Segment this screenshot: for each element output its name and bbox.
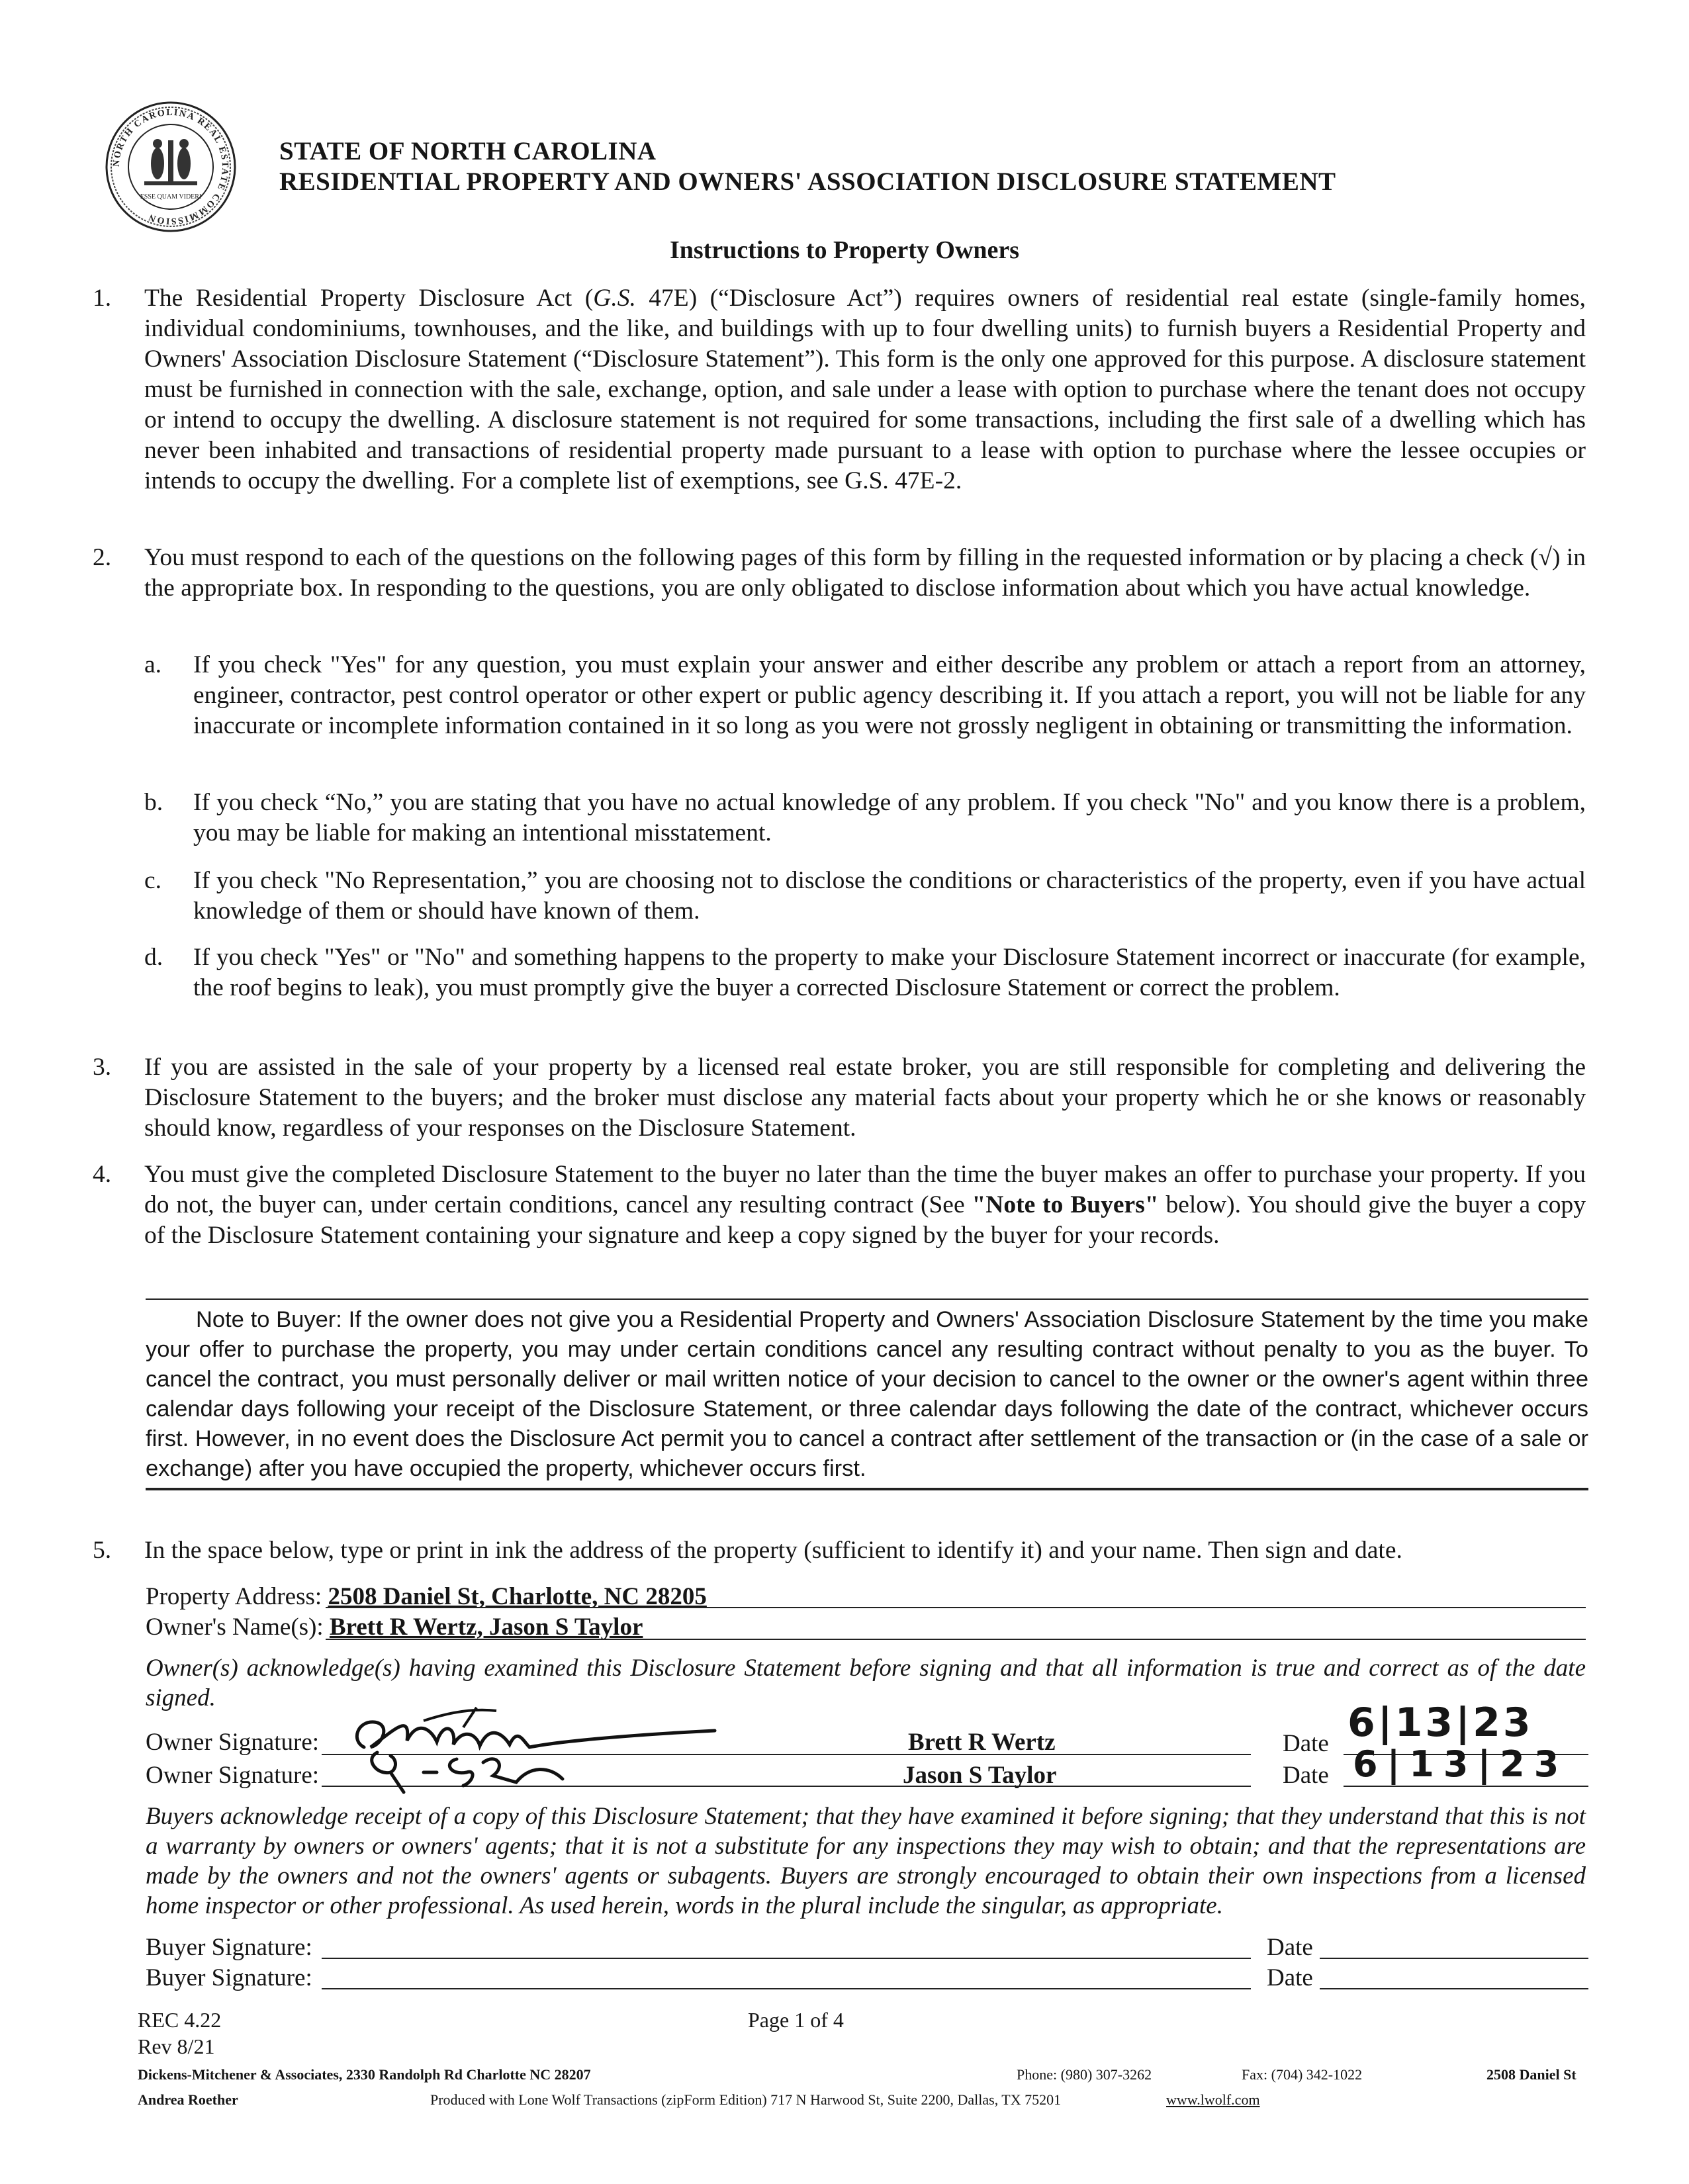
form-revision: Rev 8/21 [138,2034,215,2058]
item-2c-letter: c. [144,867,162,894]
item-1-part-b: 47E) (“Disclosure Act”) requires owners of residential real estate (single-family homes, individual condominiums, townhouses, and the like, and buildings with up to four dwelling units) to furnish buyers a Residential Property and Owners' Association Disclosure Statement (“Disclosure Statement”). This form is the only one approved for this purpose. A disclosure statement must be furnished in connection with the sale, exchange, option, and sale under a lease with option to purchase where the tenant does not occupy or intend to occupy the dwelling. A disclosure statement is not required for some transactions, including the first sale of a dwelling which has never been inhabited and transactions of residential property made pursuant to a lease with option to purchase where the lessee occupies or intends to occupy the dwelling. For a complete list of exemptions, see G.S. 47E-2. [144,285,1586,494]
item-5-number: 5. [93,1537,112,1564]
website-link[interactable]: www.lwolf.com [1166,2091,1260,2108]
buyer-2-date-label: Date [1267,1964,1313,1991]
owners-name-label: Owner's Name(s): [146,1614,324,1641]
seal-motto: ESSE QUAM VIDERI [140,193,202,201]
owner-signature-2-label: Owner Signature: [146,1762,320,1789]
owner-2-printed-name: Jason S Taylor [903,1762,1057,1789]
buyer-acknowledgement: Buyers acknowledge receipt of a copy of this Disclosure Statement; that they have examined it before signing; that they understand that this is not a warranty by owners or owners' agents; that it is not a substitute for any inspections they may wish to obtain; and that the representations are made by the owners and not the owners' agents or subagents. Buyers are strongly encouraged to obtain their own inspections from a licensed home inspector or other professional. As used herein, words in the plural include the singular, as appropriate. [146,1803,1586,1919]
item-2c-text: If you check "No Representation,” you are choosing not to disclose the conditions or characteristics of the property, even if you have actual knowledge of them or should have known of them. [193,867,1586,925]
instructions-heading: Instructions to Property Owners [669,236,1020,264]
form-title: RESIDENTIAL PROPERTY AND OWNERS' ASSOCIATION DISCLOSURE STATEMENT [279,167,1336,196]
item-2d-letter: d. [144,944,163,971]
state-title: STATE OF NORTH CAROLINA [279,137,657,165]
company-fax: Fax: (704) 342-1022 [1242,2066,1363,2083]
item-4-text [144,1160,1586,1251]
property-address-label: Property Address: [146,1583,322,1610]
owners-name-line [326,1639,1586,1640]
item-2a-letter: a. [144,651,162,678]
item-1-part-a: The Residential Property Disclosure Act ( [144,285,594,312]
item-3-text: If you are assisted in the sale of your property by a licensed real estate broker, you are still responsible for completing and delivering the Disclosure Statement to the buyers; and the broker must disclose any material facts about your property which he or she knows or reasonably should know, regardless of your responses on the Disclosure Statement. [144,1054,1586,1142]
note-to-buyer-box [146,1298,1588,1490]
owner-1-printed-name: Brett R Wertz [908,1729,1056,1756]
item-1-gs: G.S. [593,285,636,312]
company-info: Dickens-Mitchener & Associates, 2330 Randolph Rd Charlotte NC 28207 [138,2066,591,2083]
buyer-signature-1-line[interactable] [322,1958,1251,1959]
item-2a-text: If you check "Yes" for any question, you must explain your answer and either describe any problem or attach a report from an attorney, engineer, contractor, pest control operator or other expert or public agency describing it. If you attach a report, you will not be liable for any inaccurate or incomplete information contained in it so long as you were not grossly negligent in obtaining or transmitting the information. [193,651,1586,739]
buyer-signature-1-label: Buyer Signature: [146,1934,312,1961]
buyer-signature-2-label: Buyer Signature: [146,1964,312,1991]
item-4-part-a: You must give the completed Disclosure Statement to the buyer no later than the time the buyer makes an offer to purchase your property. If you do not, the buyer can, under certain conditions, cancel any resulting contract (See [144,1161,1586,1218]
item-1-text [144,283,1586,496]
form-code: REC 4.22 [138,2008,222,2032]
property-address-value[interactable]: 2508 Daniel St, Charlotte, NC 28205 [328,1583,707,1610]
note-to-buyer-body: Note to Buyer: If the owner does not give you a Residential Property and Owners' Association Disclosure Statement by the time you make your offer to purchase the property, you may under certain conditions cancel any resulting contract without penalty to you as the buyer. To cancel the contract, you must personally deliver or mail written notice of your decision to cancel to the owner or the owner's agent within three calendar days following your receipt of the Disclosure Statement, or three calendar days following the date of the contract, whichever occurs first. However, in no event does the Disclosure Act permit you to cancel a contract after settlement of the transaction or (in the case of a sale or exchange) after you have occupied the property, whichever occurs first. [146,1307,1588,1481]
item-4-note-ref: "Note to Buyers" [972,1191,1159,1218]
company-phone: Phone: (980) 307-3262 [1017,2066,1152,2083]
note-to-buyer-text [146,1300,1588,1488]
page-number: Page 1 of 4 [748,2008,844,2032]
owner-signature-2-icon [351,1739,589,1799]
buyer-1-date-line[interactable] [1320,1958,1588,1959]
item-3-number: 3. [93,1054,112,1081]
owner-2-date-value: 6|13|23 [1353,1743,1569,1785]
property-address-line [326,1607,1586,1608]
item-2b-letter: b. [144,789,163,816]
owners-name-value[interactable]: Brett R Wertz, Jason S Taylor [329,1614,643,1641]
item-4-part-b: below). You should give the buyer a copy of the Disclosure Statement containing your signature and keep a copy signed by the buyer for your records. [144,1191,1586,1249]
seal-ring-text: NORTH CAROLINA REAL ESTATE COMMISSION [111,107,230,226]
seal-icon [105,101,237,233]
owner-signature-1-label: Owner Signature: [146,1729,320,1756]
item-2b-text: If you check “No,” you are stating that you have no actual knowledge of any problem. If you check "No" and you know there is a problem, you may be liable for making an intentional misstatement. [193,789,1586,846]
owner-acknowledgement: Owner(s) acknowledge(s) having examined this Disclosure Statement before signing and that all information is true and correct as of the date signed. [146,1655,1586,1711]
buyer-1-date-label: Date [1267,1934,1313,1961]
agent-name: Andrea Roether [138,2091,238,2108]
commission-seal [105,101,237,233]
owner-1-date-value: 6|13|23 [1347,1700,1533,1746]
item-2-number: 2. [93,544,112,571]
produced-by: Produced with Lone Wolf Transactions (zipForm Edition) 717 N Harwood St, Suite 2200, Dallas, TX 75201 [430,2091,1062,2108]
item-4-number: 4. [93,1161,112,1188]
owner-2-date-label: Date [1283,1762,1329,1789]
file-name: 2508 Daniel St [1486,2066,1576,2083]
item-5-text: In the space below, type or print in ink the address of the property (sufficient to identify it) and your name. Then sign and date. [144,1537,1402,1564]
buyer-2-date-line[interactable] [1320,1988,1588,1989]
owner-1-date-label: Date [1283,1730,1329,1757]
buyer-signature-2-line[interactable] [322,1988,1251,1989]
item-2-text: You must respond to each of the questions on the following pages of this form by filling in the requested information or by placing a check (√) in the appropriate box. In responding to the questions, you are only obligated to disclose information about which you have actual knowledge. [144,544,1586,602]
owner-2-date-line[interactable] [1344,1786,1588,1787]
item-1-number: 1. [93,285,112,312]
item-2d-text: If you check "Yes" or "No" and something happens to the property to make your Disclosure Statement incorrect or inaccurate (for example, the roof begins to leak), you must promptly give the buyer a corrected Disclosure Statement or correct the problem. [193,944,1586,1001]
